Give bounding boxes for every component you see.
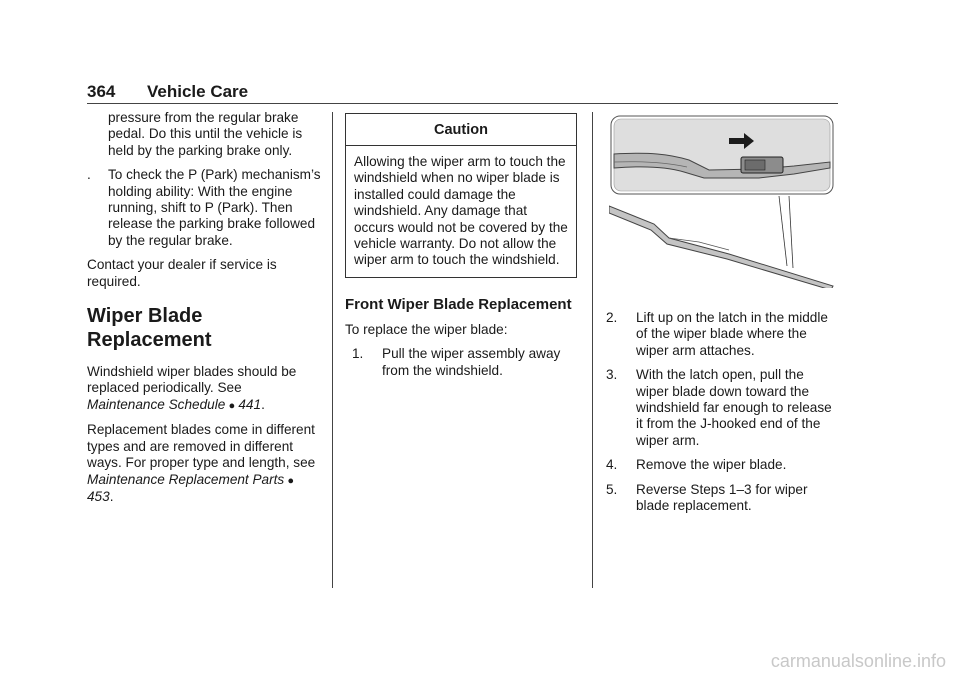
column-3 bbox=[606, 310, 838, 522]
caution-text: Allowing the wiper arm to touch the windshield when no wiper blade is installed could damage the windshield. Any damage that occurs would not be covered by the vehicle warranty. Do not allow the wiper arm to touch the windshield. bbox=[354, 154, 568, 268]
wiper-para-2: Replacement blades come in different types and are removed in different ways. For proper type and length, see Maintenance Replacement Parts ⦁ 453. bbox=[87, 422, 316, 504]
header-rule bbox=[87, 103, 838, 104]
caution-box bbox=[345, 113, 577, 278]
replacement-parts-link[interactable]: Maintenance Replacement Parts bbox=[87, 471, 285, 487]
wiper-para-1: Windshield wiper blades should be replaced periodically. See Maintenance Schedule ⦁ 441. bbox=[87, 364, 297, 412]
step-item bbox=[606, 457, 838, 473]
column-divider-2 bbox=[592, 112, 593, 588]
step-text: Remove the wiper blade. bbox=[636, 457, 787, 473]
continuation-text: pressure from the regular brake pedal. Do this until the vehicle is held by the parking brake only. bbox=[108, 110, 303, 158]
intro-text: To replace the wiper blade: bbox=[345, 321, 508, 337]
maintenance-schedule-page[interactable]: 441 bbox=[238, 396, 262, 412]
step-text: Reverse Steps 1–3 for wiper blade replacement. bbox=[636, 481, 808, 514]
step-item bbox=[606, 310, 838, 359]
step-number: 5. bbox=[606, 481, 618, 497]
step-number: 1. bbox=[352, 346, 364, 362]
bullet-mark: . bbox=[87, 167, 91, 183]
column-2 bbox=[345, 113, 581, 387]
step-text: Lift up on the latch in the middle of the wiper blade where the wiper arm attaches. bbox=[636, 310, 828, 358]
step-text: With the latch open, pull the wiper blade down toward the windshield far enough to release it from the J-hooked end of the wiper arm. bbox=[636, 367, 832, 448]
step-number: 3. bbox=[606, 367, 618, 383]
caution-title: Caution bbox=[346, 114, 576, 146]
step-item bbox=[606, 482, 838, 515]
step-item bbox=[352, 346, 581, 379]
wiper-para-2-text: Replacement blades come in different types and are removed in different ways. For proper type and length, see bbox=[87, 422, 316, 471]
contact-dealer-text: Contact your dealer if service is required. bbox=[87, 257, 277, 289]
replacement-parts-page[interactable]: 453 bbox=[87, 488, 110, 504]
wiper-latch-illustration bbox=[609, 114, 835, 288]
wiper-para-1-text: Windshield wiper blades should be replaced periodically. See bbox=[87, 364, 297, 396]
watermark: carmanualsonline.info bbox=[770, 651, 946, 671]
column-1 bbox=[87, 110, 323, 513]
page-number: 364 bbox=[87, 82, 116, 101]
wiper-illustration-svg bbox=[609, 114, 835, 288]
subsection-heading: Front Wiper Blade Replacement bbox=[345, 295, 572, 313]
bullet-text: To check the P (Park) mechanism’s holding ability: With the engine running, shift to P (Park). Then release the parking brake followed by the regular brake. bbox=[108, 167, 321, 248]
step-text: Pull the wiper assembly away from the windshield. bbox=[382, 346, 561, 378]
column-divider-1 bbox=[332, 112, 333, 588]
section-heading: Wiper Blade Replacement bbox=[87, 305, 212, 352]
page-header bbox=[87, 82, 838, 104]
page-ref-icon: ⦁ bbox=[288, 474, 294, 487]
step-item bbox=[606, 367, 838, 449]
step-number: 4. bbox=[606, 457, 618, 473]
page-ref-icon: ⦁ bbox=[229, 399, 235, 412]
maintenance-schedule-link[interactable]: Maintenance Schedule bbox=[87, 396, 226, 412]
section-title: Vehicle Care bbox=[147, 82, 249, 101]
bullet-item bbox=[87, 167, 323, 249]
step-number: 2. bbox=[606, 310, 618, 325]
